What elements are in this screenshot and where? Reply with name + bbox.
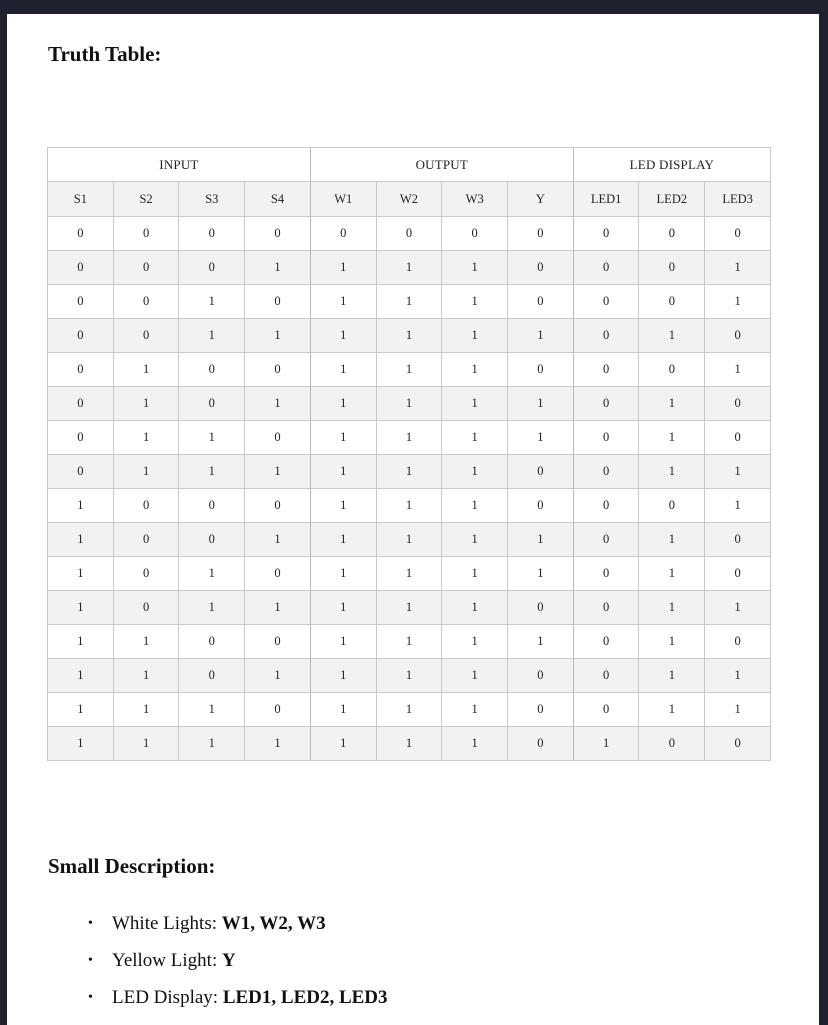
table-cell: 1	[639, 693, 705, 727]
table-cell: 1	[310, 523, 376, 557]
table-cell: 1	[376, 523, 442, 557]
table-cell: 1	[245, 523, 311, 557]
table-cell: 0	[508, 251, 574, 285]
table-cell: 0	[179, 625, 245, 659]
table-cell: 1	[442, 727, 508, 761]
table-cell: 0	[48, 421, 114, 455]
table-cell: 0	[179, 353, 245, 387]
table-cell: 1	[310, 659, 376, 693]
truth-table	[47, 147, 771, 761]
column-header: W1	[310, 182, 376, 217]
table-cell: 0	[508, 591, 574, 625]
table-cell: 0	[705, 557, 771, 591]
table-cell: 1	[48, 591, 114, 625]
table-cell: 1	[179, 455, 245, 489]
table-cell: 0	[705, 421, 771, 455]
table-cell: 0	[573, 625, 639, 659]
table-cell: 0	[573, 319, 639, 353]
group-header-output: OUTPUT	[310, 148, 573, 182]
table-cell: 1	[376, 489, 442, 523]
list-item	[86, 905, 788, 942]
bullet-icon: •	[88, 990, 93, 1005]
table-cell: 1	[442, 489, 508, 523]
table-cell: 0	[705, 727, 771, 761]
table-cell: 1	[310, 591, 376, 625]
table-cell: 0	[245, 557, 311, 591]
table-cell: 0	[179, 659, 245, 693]
column-header: W2	[376, 182, 442, 217]
table-cell: 0	[113, 489, 179, 523]
list-item	[86, 979, 788, 1016]
table-cell: 0	[573, 285, 639, 319]
table-cell: 1	[245, 455, 311, 489]
item-value: W1, W2, W3	[221, 913, 326, 934]
table-cell: 1	[48, 659, 114, 693]
column-header: LED1	[573, 182, 639, 217]
table-row	[48, 353, 771, 387]
table-cell: 0	[573, 353, 639, 387]
column-header: S4	[245, 182, 311, 217]
column-header: S1	[48, 182, 114, 217]
group-header-input: INPUT	[48, 148, 311, 182]
table-cell: 1	[442, 285, 508, 319]
table-cell: 1	[310, 557, 376, 591]
table-row	[48, 693, 771, 727]
table-cell: 1	[705, 285, 771, 319]
table-cell: 1	[508, 319, 574, 353]
item-label: White Lights:	[112, 913, 222, 934]
table-cell: 1	[179, 285, 245, 319]
table-cell: 0	[639, 285, 705, 319]
description-list	[48, 905, 788, 1016]
table-cell: 1	[376, 625, 442, 659]
item-label: Yellow Light:	[112, 950, 222, 971]
table-cell: 1	[639, 421, 705, 455]
item-value: Y	[221, 950, 236, 971]
truth-table-body	[48, 217, 771, 761]
table-cell: 1	[639, 387, 705, 421]
table-cell: 1	[442, 625, 508, 659]
table-cell: 1	[245, 319, 311, 353]
table-cell: 1	[310, 693, 376, 727]
table-cell: 0	[508, 693, 574, 727]
bullet-icon: •	[88, 916, 93, 931]
column-header: W3	[442, 182, 508, 217]
table-cell: 0	[113, 557, 179, 591]
table-cell: 0	[639, 353, 705, 387]
table-cell: 1	[508, 557, 574, 591]
table-cell: 1	[310, 387, 376, 421]
table-cell: 0	[573, 557, 639, 591]
table-cell: 1	[442, 523, 508, 557]
table-cell: 0	[573, 251, 639, 285]
table-cell: 0	[573, 455, 639, 489]
table-cell: 0	[179, 217, 245, 251]
table-cell: 1	[705, 591, 771, 625]
table-cell: 1	[310, 319, 376, 353]
table-cell: 0	[245, 217, 311, 251]
table-cell: 1	[508, 625, 574, 659]
table-cell: 1	[639, 625, 705, 659]
column-header: S3	[179, 182, 245, 217]
group-header-row	[48, 148, 771, 182]
table-cell: 0	[48, 455, 114, 489]
table-cell: 0	[48, 251, 114, 285]
column-header: LED3	[705, 182, 771, 217]
table-cell: 0	[573, 489, 639, 523]
table-cell: 1	[376, 557, 442, 591]
table-cell: 0	[113, 217, 179, 251]
table-cell: 1	[245, 387, 311, 421]
table-cell: 1	[113, 659, 179, 693]
table-cell: 1	[705, 455, 771, 489]
table-row	[48, 387, 771, 421]
table-cell: 1	[245, 659, 311, 693]
table-cell: 1	[639, 557, 705, 591]
table-cell: 1	[376, 421, 442, 455]
group-header-led-display: LED DISPLAY	[573, 148, 770, 182]
table-cell: 1	[179, 557, 245, 591]
table-cell: 0	[639, 727, 705, 761]
table-cell: 0	[48, 387, 114, 421]
table-cell: 0	[573, 523, 639, 557]
table-cell: 0	[508, 659, 574, 693]
table-cell: 0	[113, 319, 179, 353]
table-cell: 0	[508, 455, 574, 489]
table-cell: 1	[639, 523, 705, 557]
table-cell: 0	[573, 693, 639, 727]
table-cell: 0	[508, 489, 574, 523]
table-cell: 1	[639, 591, 705, 625]
table-cell: 1	[705, 489, 771, 523]
table-row	[48, 727, 771, 761]
table-row	[48, 251, 771, 285]
table-cell: 0	[573, 591, 639, 625]
table-cell: 1	[376, 387, 442, 421]
table-cell: 0	[508, 727, 574, 761]
table-cell: 1	[376, 591, 442, 625]
table-cell: 1	[48, 489, 114, 523]
table-cell: 1	[245, 727, 311, 761]
table-cell: 0	[310, 217, 376, 251]
table-cell: 0	[245, 421, 311, 455]
table-cell: 1	[705, 659, 771, 693]
table-cell: 0	[705, 387, 771, 421]
table-cell: 1	[310, 727, 376, 761]
table-cell: 1	[179, 319, 245, 353]
table-cell: 0	[639, 489, 705, 523]
table-cell: 1	[376, 285, 442, 319]
table-cell: 1	[442, 387, 508, 421]
table-cell: 1	[113, 693, 179, 727]
table-cell: 0	[705, 625, 771, 659]
table-cell: 1	[705, 693, 771, 727]
table-cell: 1	[639, 455, 705, 489]
truth-table-container	[47, 147, 771, 761]
table-cell: 1	[48, 523, 114, 557]
table-cell: 1	[376, 251, 442, 285]
table-cell: 0	[573, 659, 639, 693]
list-item	[86, 942, 788, 979]
description-title: Small Description:	[48, 854, 216, 878]
table-cell: 1	[310, 489, 376, 523]
table-cell: 1	[442, 693, 508, 727]
item-value: LED1, LED2, LED3	[222, 987, 388, 1008]
table-cell: 1	[573, 727, 639, 761]
table-cell: 1	[179, 591, 245, 625]
table-row	[48, 523, 771, 557]
table-cell: 0	[245, 353, 311, 387]
table-cell: 0	[113, 523, 179, 557]
table-cell: 0	[705, 319, 771, 353]
table-cell: 0	[179, 251, 245, 285]
table-cell: 1	[310, 285, 376, 319]
table-row	[48, 285, 771, 319]
table-cell: 1	[113, 455, 179, 489]
column-header-row	[48, 182, 771, 217]
table-cell: 1	[245, 251, 311, 285]
table-row	[48, 421, 771, 455]
table-cell: 1	[442, 659, 508, 693]
table-cell: 1	[705, 251, 771, 285]
table-cell: 1	[376, 455, 442, 489]
table-row	[48, 625, 771, 659]
table-cell: 0	[179, 489, 245, 523]
table-cell: 1	[113, 421, 179, 455]
table-cell: 0	[48, 285, 114, 319]
table-cell: 1	[245, 591, 311, 625]
table-row	[48, 659, 771, 693]
table-row	[48, 591, 771, 625]
description-section	[48, 854, 788, 1016]
table-cell: 0	[245, 489, 311, 523]
table-row	[48, 557, 771, 591]
column-header: LED2	[639, 182, 705, 217]
table-cell: 0	[573, 217, 639, 251]
table-cell: 1	[442, 421, 508, 455]
table-cell: 1	[705, 353, 771, 387]
table-cell: 1	[48, 693, 114, 727]
table-cell: 1	[376, 727, 442, 761]
table-cell: 0	[245, 285, 311, 319]
table-cell: 0	[705, 523, 771, 557]
column-header: S2	[113, 182, 179, 217]
table-cell: 1	[310, 625, 376, 659]
table-cell: 1	[639, 319, 705, 353]
page-title: Truth Table:	[48, 42, 162, 66]
table-cell: 0	[376, 217, 442, 251]
table-cell: 1	[310, 353, 376, 387]
table-cell: 1	[48, 625, 114, 659]
table-cell: 0	[113, 285, 179, 319]
table-cell: 1	[442, 353, 508, 387]
bullet-icon: •	[88, 953, 93, 968]
table-cell: 0	[508, 217, 574, 251]
table-row	[48, 455, 771, 489]
table-cell: 0	[573, 421, 639, 455]
table-row	[48, 319, 771, 353]
table-cell: 1	[376, 319, 442, 353]
table-cell: 1	[376, 693, 442, 727]
table-cell: 1	[48, 727, 114, 761]
table-cell: 0	[179, 387, 245, 421]
table-cell: 0	[705, 217, 771, 251]
table-cell: 1	[179, 421, 245, 455]
table-cell: 1	[310, 251, 376, 285]
table-cell: 0	[245, 625, 311, 659]
table-row	[48, 489, 771, 523]
table-cell: 1	[442, 557, 508, 591]
table-cell: 0	[639, 217, 705, 251]
table-cell: 0	[639, 251, 705, 285]
table-cell: 1	[179, 727, 245, 761]
table-cell: 1	[442, 591, 508, 625]
table-cell: 1	[508, 387, 574, 421]
table-cell: 1	[113, 727, 179, 761]
table-cell: 0	[48, 319, 114, 353]
table-cell: 1	[48, 557, 114, 591]
table-cell: 0	[48, 353, 114, 387]
table-row	[48, 217, 771, 251]
table-cell: 0	[245, 693, 311, 727]
table-cell: 0	[113, 251, 179, 285]
table-cell: 1	[639, 659, 705, 693]
table-cell: 0	[113, 591, 179, 625]
column-header: Y	[508, 182, 574, 217]
table-cell: 1	[310, 455, 376, 489]
table-cell: 0	[573, 387, 639, 421]
table-cell: 1	[113, 387, 179, 421]
table-cell: 0	[508, 353, 574, 387]
table-cell: 0	[48, 217, 114, 251]
table-cell: 1	[113, 353, 179, 387]
table-cell: 1	[113, 625, 179, 659]
table-cell: 1	[376, 659, 442, 693]
table-cell: 1	[310, 421, 376, 455]
table-cell: 1	[376, 353, 442, 387]
table-cell: 0	[508, 285, 574, 319]
table-cell: 0	[442, 217, 508, 251]
table-cell: 1	[508, 523, 574, 557]
table-cell: 1	[508, 421, 574, 455]
table-cell: 0	[179, 523, 245, 557]
table-cell: 1	[442, 251, 508, 285]
table-cell: 1	[442, 319, 508, 353]
document-page	[7, 14, 819, 1025]
table-cell: 1	[442, 455, 508, 489]
item-label: LED Display:	[112, 987, 223, 1008]
table-cell: 1	[179, 693, 245, 727]
